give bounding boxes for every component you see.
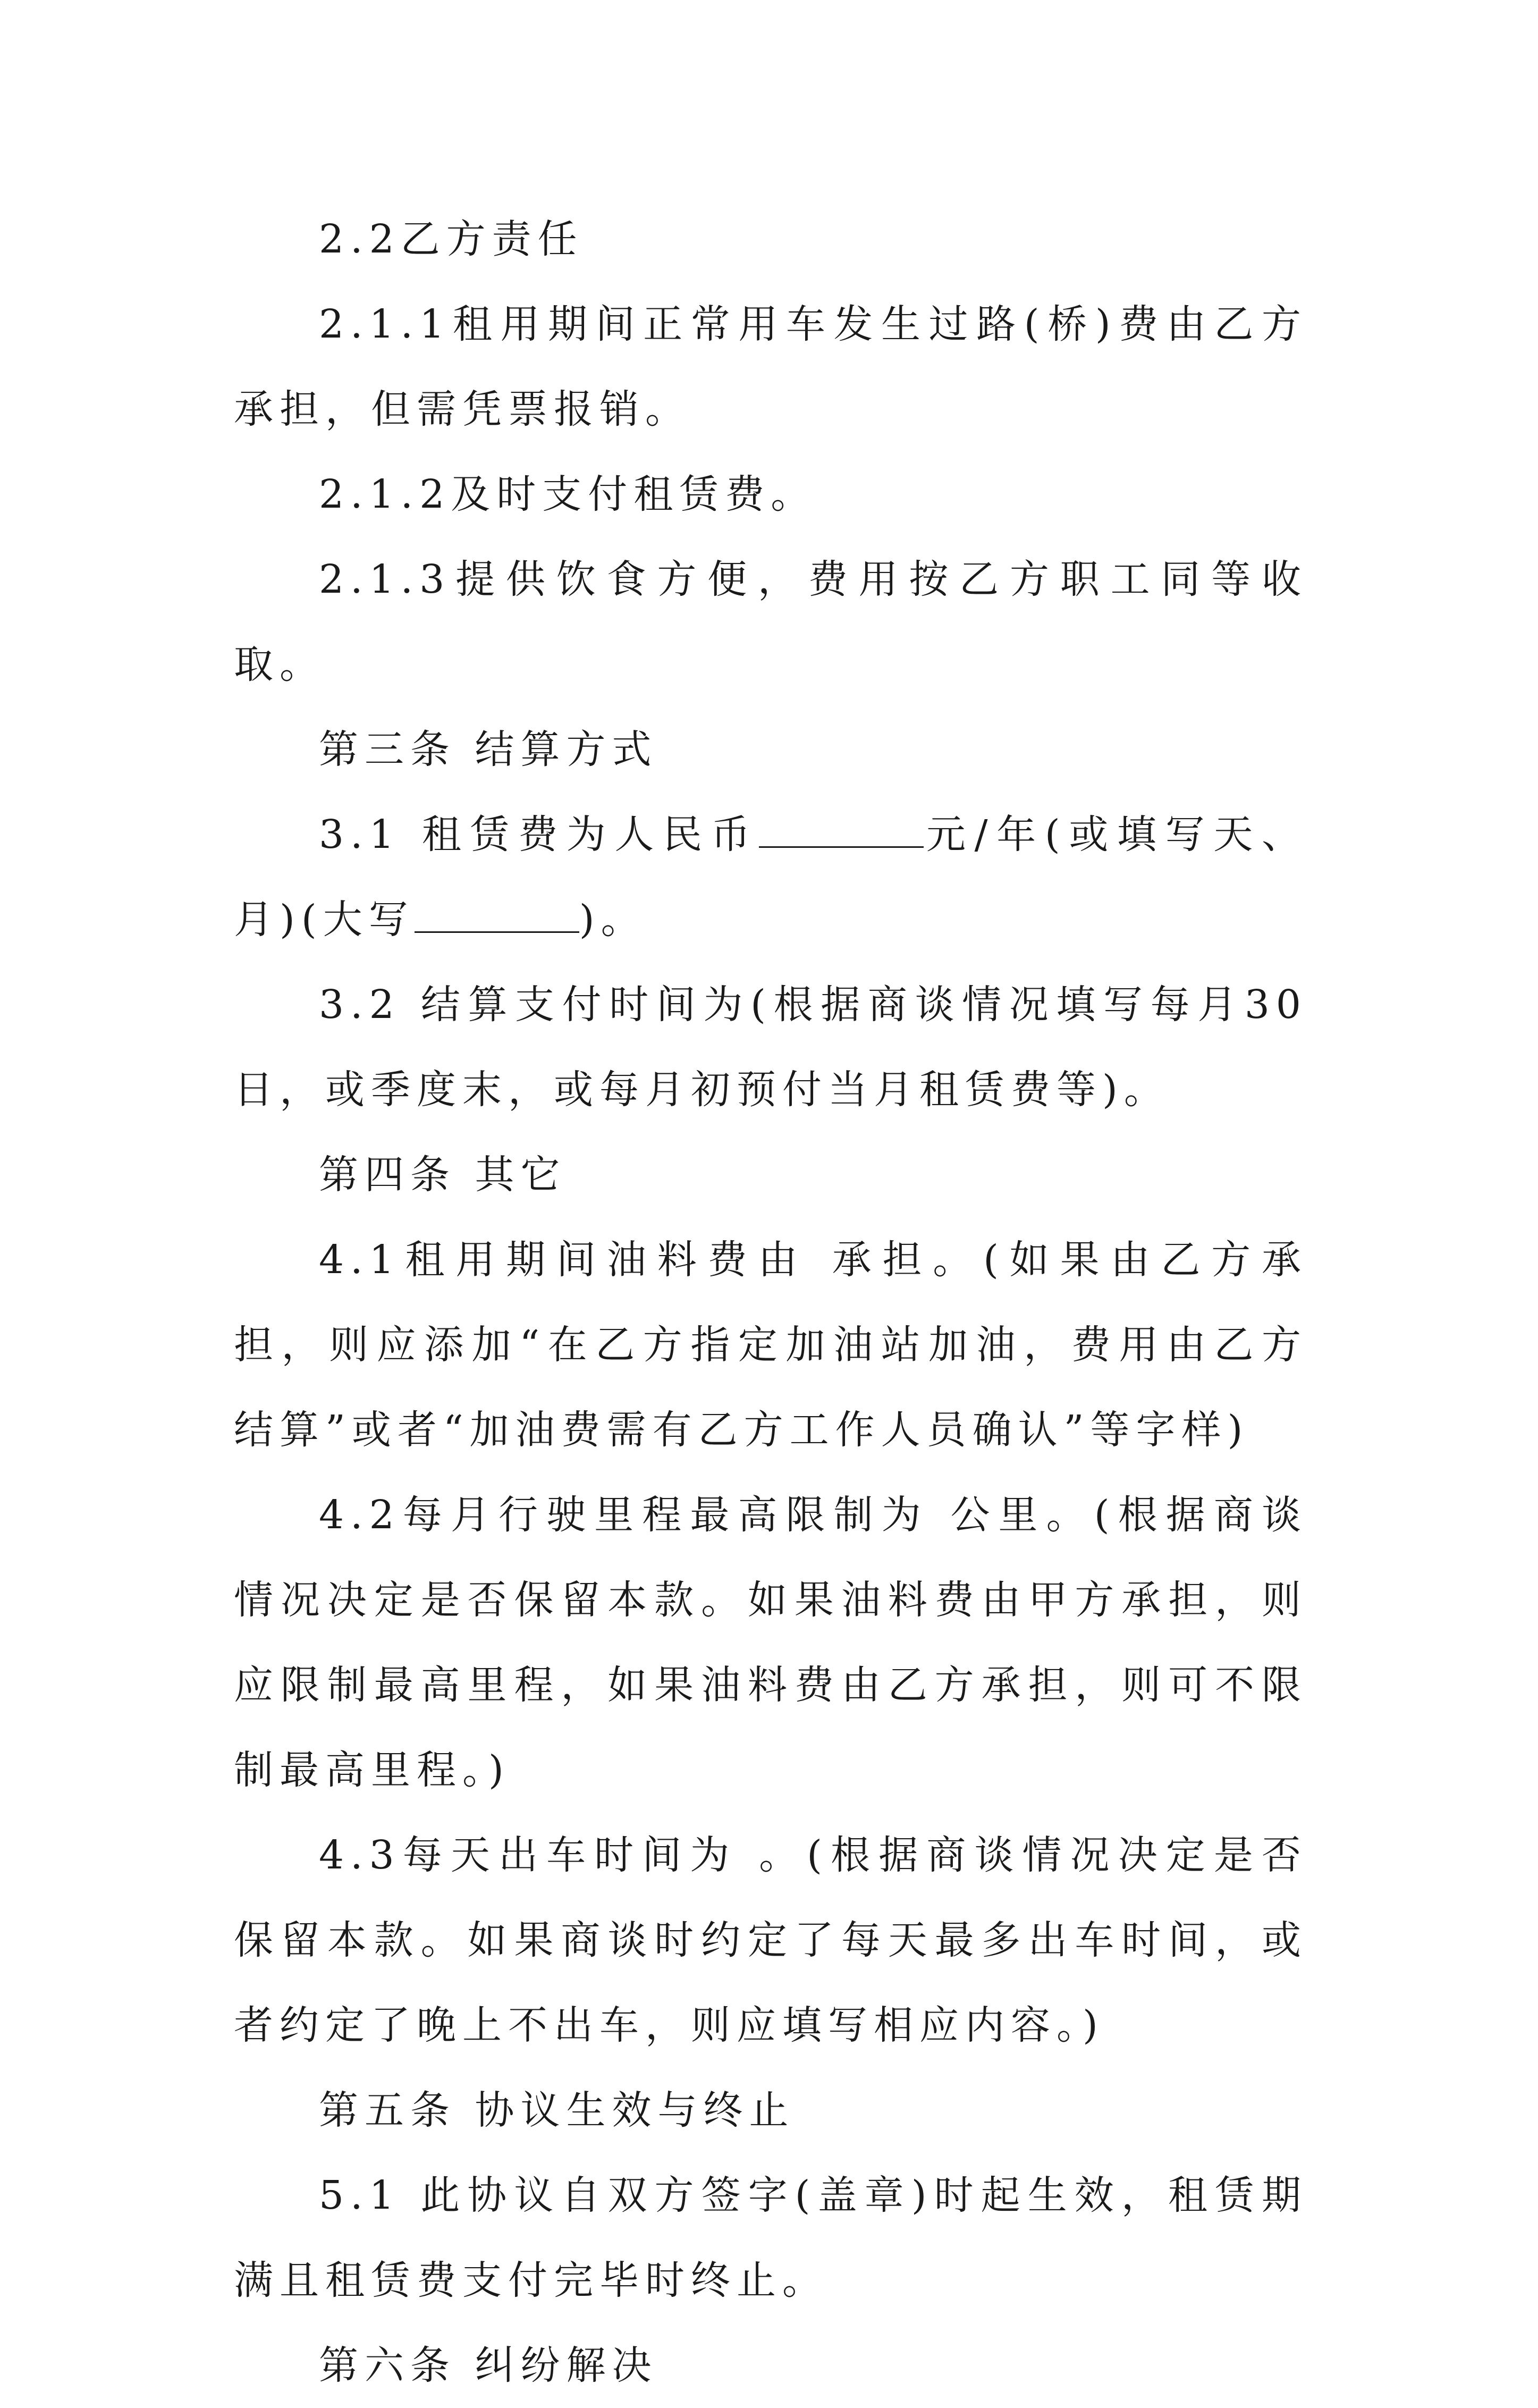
clause-3-1 (234, 792, 1307, 962)
clause-3-2: 3.2 结算支付时间为(根据商谈情况填写每月30日，或季度末，或每月初预付当月租赁费等)。 (234, 982, 1307, 1113)
clause-4-1: 4.1租用期间油料费由 承担。(如果由乙方承担，则应添加“在乙方指定加油站加油，费用由乙方结算”或者“加油费需有乙方工作人员确认”等字样) (234, 1237, 1307, 1453)
section-heading-2-2: 2.2乙方责任 (319, 216, 584, 262)
clause-2-1-2: 2.1.2及时支付租赁费。 (319, 472, 817, 517)
clause-5-1: 5.1 此协议自双方签字(盖章)时起生效，租赁期满且租赁费支付完毕时终止。 (234, 2173, 1307, 2303)
clause-3-1-prefix: 3.1 租赁费为人民币 (319, 812, 759, 857)
article-4-heading: 第四条 其它 (319, 1152, 567, 1198)
rent-amount-uppercase-blank (415, 899, 579, 933)
clause-4-2: 4.2每月行驶里程最高限制为 公里。(根据商谈情况决定是否保留本款。如果油料费由甲方承担，则应限制最高里程，如果油料费由乙方承担，则可不限制最高里程。) (234, 1492, 1307, 1793)
article-3-heading: 第三条 结算方式 (319, 727, 658, 772)
article-6-heading: 第六条 纠纷解决 (319, 2343, 658, 2388)
rent-amount-blank (759, 814, 924, 848)
document-body (234, 197, 1307, 2408)
clause-2-1-3: 2.1.3提供饮食方便，费用按乙方职工同等收取。 (234, 557, 1307, 687)
clause-4-3: 4.3每天出车时间为 。(根据商谈情况决定是否保留本款。如果商谈时约定了每天最多出车时间，或者约定了晚上不出车，则应填写相应内容。) (234, 1832, 1307, 2048)
article-5-heading: 第五条 协议生效与终止 (319, 2087, 795, 2133)
clause-2-1-1: 2.1.1租用期间正常用车发生过路(桥)费由乙方承担，但需凭票报销。 (234, 301, 1307, 432)
clause-3-1-suffix: )。 (579, 897, 647, 942)
clause-3-1-middle: 元/年(或填写天、月)(大写 (234, 812, 1307, 942)
